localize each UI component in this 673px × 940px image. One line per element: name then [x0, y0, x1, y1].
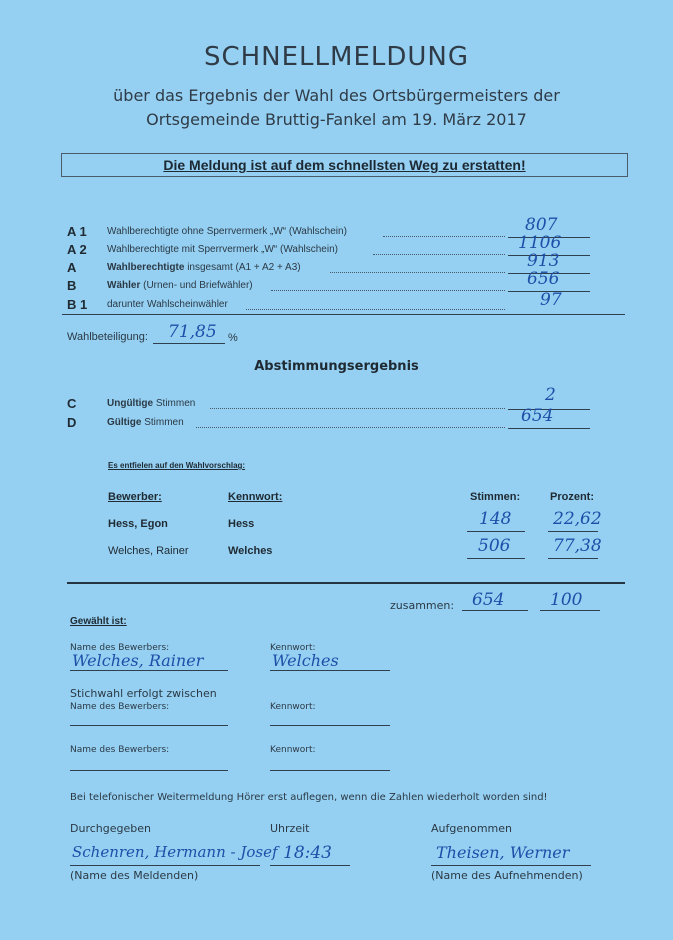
turnout-unit: % — [228, 332, 238, 344]
aufgenommen-label: Aufgenommen — [431, 822, 512, 835]
total-prozent: 100 — [550, 590, 583, 610]
col-bewerber: Bewerber: — [108, 491, 162, 503]
form-title: SCHNELLMELDUNG — [203, 42, 470, 72]
stichwahl-name-label-2: Name des Bewerbers: — [70, 745, 170, 755]
candidate-1-kennwort: Hess — [228, 518, 255, 530]
uhrzeit-label: Uhrzeit — [270, 822, 310, 835]
turnout-label: Wahlbeteiligung: — [67, 331, 148, 343]
row-code-a1: A 1 — [67, 224, 87, 239]
row-label-d: Gültige Stimmen — [107, 417, 184, 428]
candidate-2-stimmen: 506 — [478, 536, 511, 556]
candidate-1-stimmen: 148 — [479, 509, 512, 529]
row-code-a: A — [67, 260, 77, 275]
candidates-intro: Es entfielen auf den Wahlvorschlag: — [108, 461, 246, 470]
stichwahl-kennwort-label-1: Kennwort: — [270, 702, 316, 712]
turnout-value: 71,85 — [168, 322, 217, 342]
footer-note: Bei telefonischer Weitermeldung Hörer erst auflegen, wenn die Zahlen wiederholt worden sind! — [70, 792, 548, 803]
candidate-2-name: Welches, Rainer — [108, 545, 189, 557]
row-label-b1: darunter Wahlscheinwähler — [107, 299, 228, 310]
urgent-banner-text: Die Meldung ist auf dem schnellsten Weg zu erstatten! — [163, 157, 526, 173]
stichwahl-name-label-1: Name des Bewerbers: — [70, 702, 170, 712]
row-value-b: 656 — [527, 269, 560, 289]
durchgegeben-label: Durchgegeben — [70, 822, 151, 835]
meldender-label: (Name des Meldenden) — [70, 869, 199, 882]
row-label-a1: Wahlberechtigte ohne Sperrvermerk „W“ (Wahlschein) — [107, 226, 347, 237]
row-code-b1: B 1 — [67, 297, 88, 312]
abstimmung-heading: Abstimmungsergebnis — [254, 359, 419, 374]
gewaehlt-kennwort-label: Kennwort: — [270, 643, 316, 653]
row-label-c: Ungültige Stimmen — [107, 398, 196, 409]
row-value-d: 654 — [521, 406, 554, 426]
row-code-d: D — [67, 415, 77, 430]
row-label-a: Wahlberechtigte insgesamt (A1 + A2 + A3) — [107, 262, 301, 273]
row-code-b: B — [67, 278, 77, 293]
subtitle-line-2: Ortsgemeinde Bruttig-Fankel am 19. März 2017 — [146, 110, 527, 129]
row-value-b1: 97 — [540, 290, 562, 310]
subtitle-line-1: über das Ergebnis der Wahl des Ortsbürgermeisters der — [113, 86, 560, 105]
total-stimmen: 654 — [472, 590, 505, 610]
col-prozent: Prozent: — [550, 491, 594, 503]
gewaehlt-kennwort-value: Welches — [272, 651, 339, 670]
row-value-a: 913 — [527, 251, 560, 271]
gewaehlt-name-value: Welches, Rainer — [72, 651, 204, 670]
candidate-2-prozent: 77,38 — [553, 536, 602, 556]
col-kennwort: Kennwort: — [228, 491, 283, 503]
gewaehlt-heading: Gewählt ist: — [70, 616, 127, 627]
row-label-b: Wähler (Urnen- und Briefwähler) — [107, 280, 253, 291]
row-label-a2: Wahlberechtigte mit Sperrvermerk „W“ (Wahlschein) — [107, 244, 338, 255]
row-code-c: C — [67, 396, 77, 411]
row-value-c: 2 — [545, 385, 556, 405]
col-stimmen: Stimmen: — [470, 491, 521, 503]
candidate-1-name: Hess, Egon — [108, 518, 168, 530]
uhrzeit-value: 18:43 — [283, 843, 332, 863]
stichwahl-heading: Stichwahl erfolgt zwischen — [70, 687, 217, 700]
durchgegeben-value: Schenren, Hermann - Josef — [72, 843, 278, 861]
candidate-2-kennwort: Welches — [228, 545, 273, 557]
row-value-a2: 1106 — [518, 233, 562, 253]
row-value-a1: 807 — [525, 215, 558, 235]
aufgenommen-value: Theisen, Werner — [436, 843, 570, 862]
stichwahl-kennwort-label-2: Kennwort: — [270, 745, 316, 755]
aufnehmender-label: (Name des Aufnehmenden) — [431, 869, 583, 882]
urgent-banner — [61, 153, 628, 177]
gewaehlt-name-label: Name des Bewerbers: — [70, 643, 170, 653]
candidate-1-prozent: 22,62 — [553, 509, 602, 529]
total-label: zusammen: — [390, 599, 455, 612]
row-code-a2: A 2 — [67, 242, 87, 257]
